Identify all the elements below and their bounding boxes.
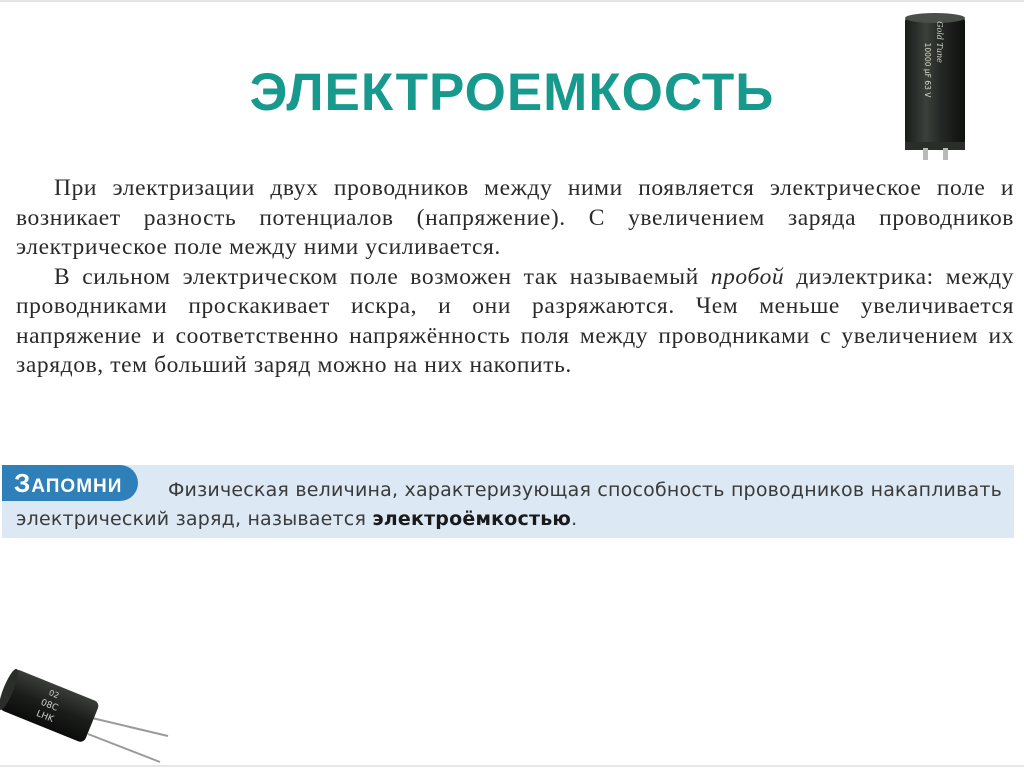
remember-text-end: . — [571, 508, 578, 530]
capacitor-top-marking-1: Gold Tune — [935, 21, 944, 63]
paragraph-2-emphasis: пробой — [710, 263, 785, 290]
paragraph-2-end: диэлектрика: между проводниками проскакивает искра, и они разряжаются. Чем меньше увеличивается напряжение и соответственно напряжённость поля между проводниками с увеличением их зарядов, тем больший заряд можно на них накопить. — [16, 263, 1014, 378]
paragraph-1: При электризации двух проводников между ними появляется электрическое поле и возникает разность потенциалов (напряжение). С увеличением заряда проводников электрическое поле между ними усиливается. — [16, 175, 1014, 260]
capacitor-bottom-marking-1: 02 — [47, 688, 61, 701]
paragraph-2-start: В сильном электрическом поле возможен так называемый — [54, 263, 711, 290]
slide-title: ЭЛЕКТРОЕМКОСТЬ — [249, 63, 775, 122]
capacitor-bottom-marking-3: LHK — [34, 709, 55, 725]
capacitor-top-image — [895, 10, 975, 165]
remember-definition — [16, 476, 1002, 534]
remember-tag-initial: З — [14, 468, 32, 498]
paragraph-2 — [16, 263, 1014, 381]
body-text — [16, 174, 1014, 381]
capacitor-bottom-image — [0, 656, 170, 769]
remember-term: электроёмкостью — [372, 508, 572, 530]
remember-text-start: Физическая величина, характеризующая способность проводников накапливать электрический заряд, называется — [16, 479, 1002, 530]
remember-tag-rest: АПОМНИ — [31, 476, 123, 497]
capacitor-top-marking-2: 10000 μF 63 V — [923, 42, 932, 98]
capacitor-bottom-marking-2: 08C — [39, 697, 60, 714]
